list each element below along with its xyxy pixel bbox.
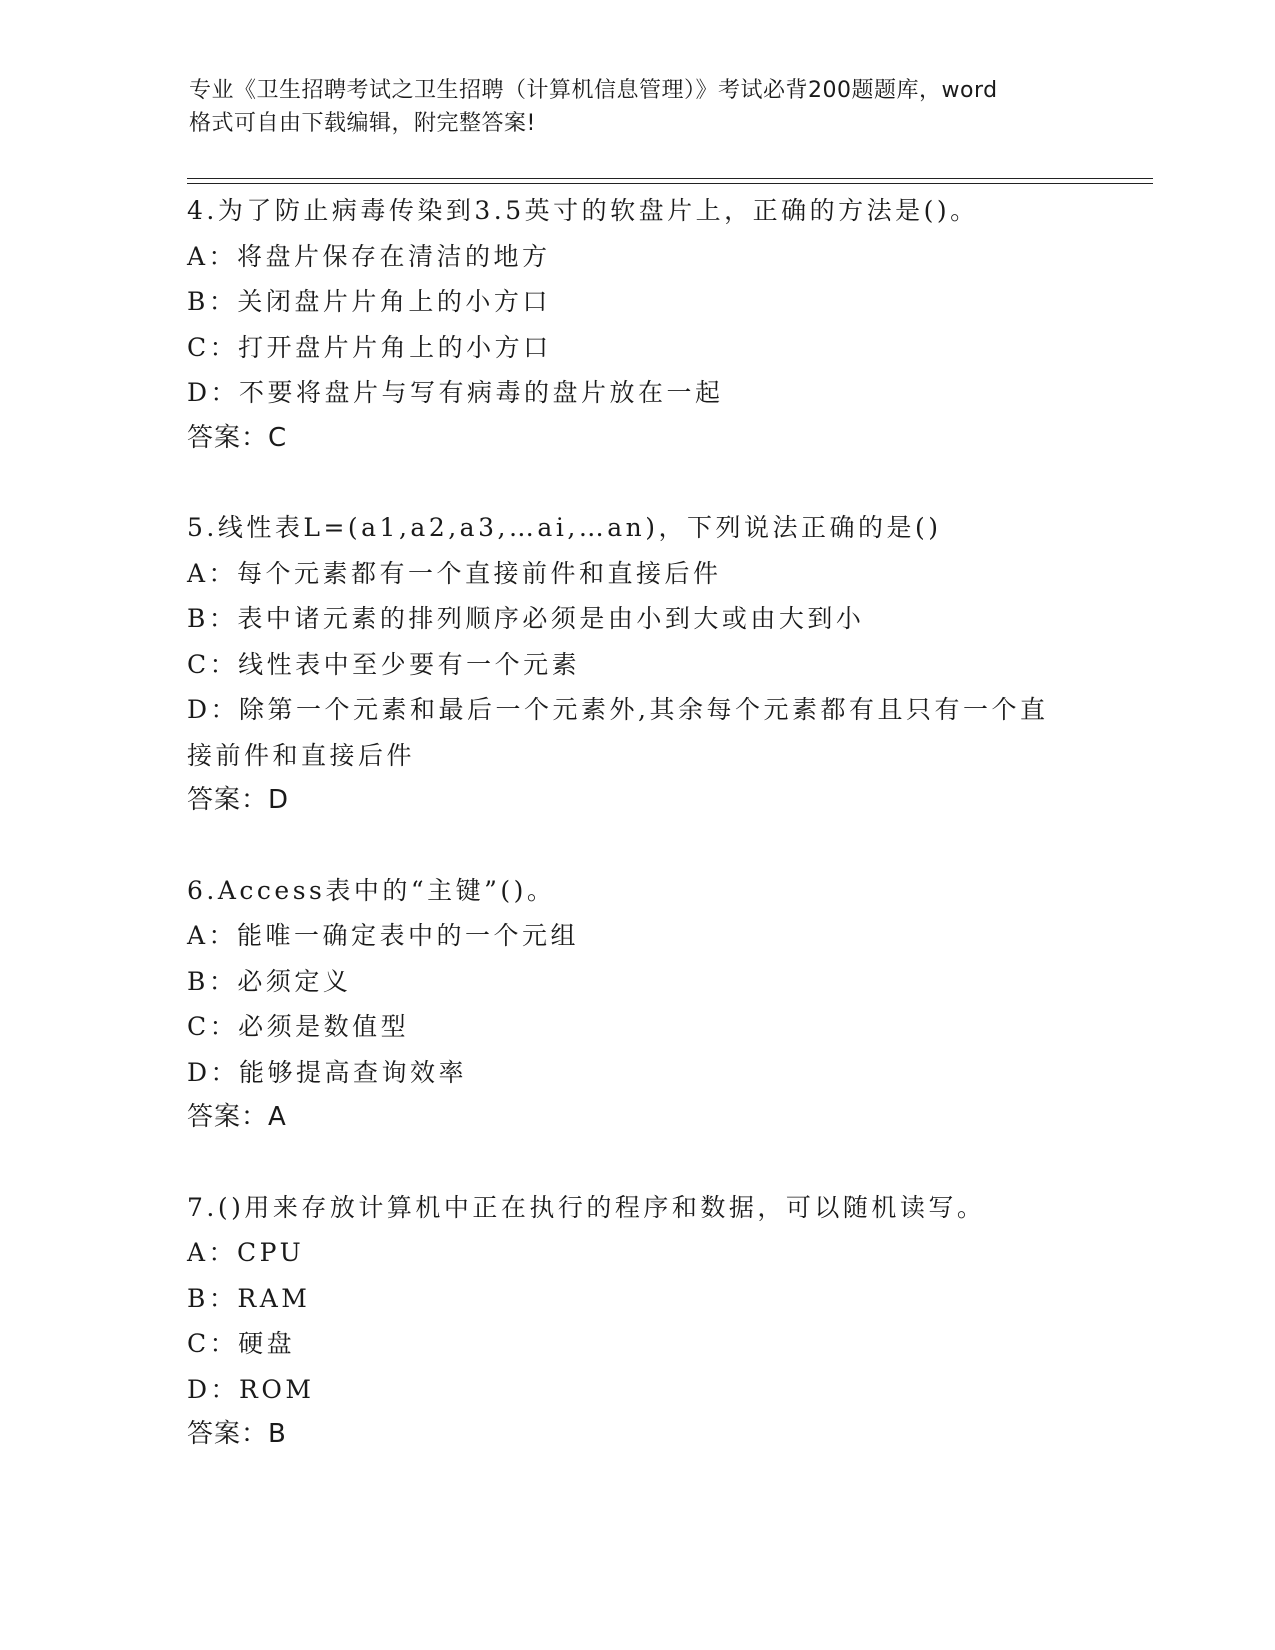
question-7 bbox=[187, 1185, 1117, 1458]
option-b: B：关闭盘片片角上的小方口 bbox=[187, 287, 551, 316]
option-a: A：每个元素都有一个直接前件和直接后件 bbox=[187, 558, 722, 588]
answer: 答案：B bbox=[187, 1419, 287, 1449]
option-d: D：不要将盘片与写有病毒的盘片放在一起 bbox=[187, 378, 724, 407]
option-c: C：硬盘 bbox=[187, 1329, 296, 1358]
question-5 bbox=[187, 505, 1117, 824]
question-list bbox=[187, 188, 1117, 1502]
answer: 答案：C bbox=[187, 422, 288, 453]
question-stem: 4.为了防止病毒传染到3.5英寸的软盘片上，正确的方法是()。 bbox=[187, 196, 979, 225]
answer: 答案：D bbox=[187, 785, 290, 815]
header-line-2: 格式可自由下载编辑，附完整答案! bbox=[189, 111, 536, 136]
option-c: C：必须是数值型 bbox=[187, 1012, 410, 1041]
question-stem: 7.()用来存放计算机中正在执行的程序和数据，可以随机读写。 bbox=[187, 1192, 986, 1222]
option-a: A：将盘片保存在清洁的地方 bbox=[187, 241, 551, 271]
question-stem: 6.Access表中的“主键”()。 bbox=[187, 875, 556, 905]
option-d: D：ROM bbox=[187, 1374, 315, 1404]
option-a: A：CPU bbox=[187, 1238, 305, 1267]
question-4 bbox=[187, 188, 1117, 461]
option-c: C：线性表中至少要有一个元素 bbox=[187, 649, 581, 679]
option-c: C：打开盘片片角上的小方口 bbox=[187, 332, 552, 362]
header-divider bbox=[187, 178, 1153, 184]
option-a: A：能唯一确定表中的一个元组 bbox=[187, 921, 580, 950]
document-header bbox=[189, 74, 1089, 140]
question-stem: 5.线性表L=(a1,a2,a3,…ai,…an)，下列说法正确的是() bbox=[187, 513, 942, 542]
answer: 答案：A bbox=[187, 1102, 287, 1132]
option-d: D：能够提高查询效率 bbox=[187, 1057, 468, 1087]
option-b: B：表中诸元素的排列顺序必须是由小到大或由大到小 bbox=[187, 604, 865, 633]
header-line-1: 专业《卫生招聘考试之卫生招聘（计算机信息管理）》考试必背200题题库，word bbox=[189, 78, 998, 103]
question-6 bbox=[187, 868, 1117, 1141]
option-b: B：RAM bbox=[187, 1283, 311, 1313]
option-b: B：必须定义 bbox=[187, 966, 352, 996]
option-d: D：除第一个元素和最后一个元素外,其余每个元素都有且只有一个直接前件和直接后件 bbox=[187, 695, 1049, 770]
